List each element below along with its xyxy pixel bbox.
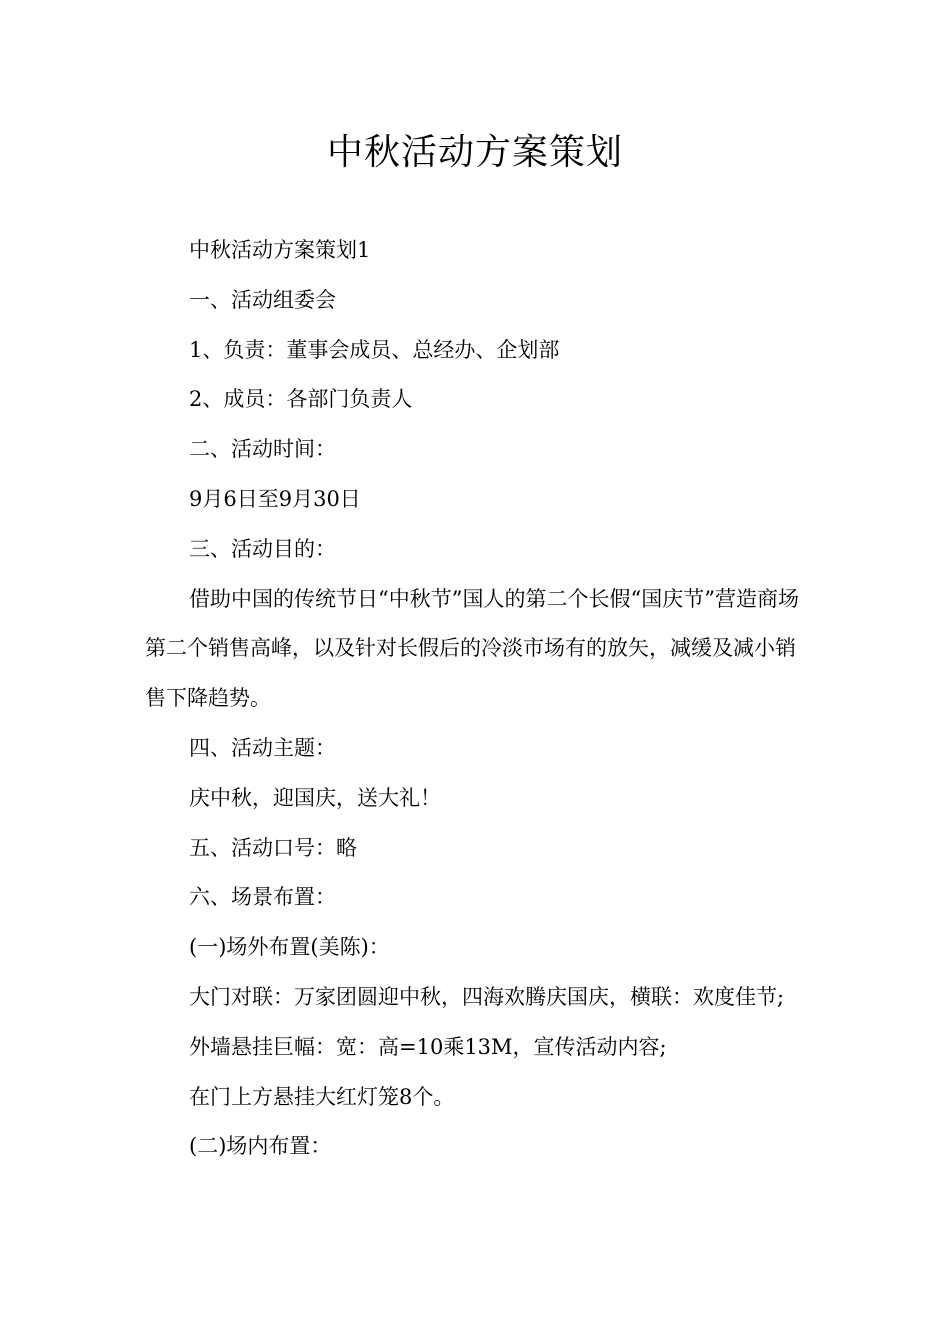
paragraph: 2、成员：各部门负责人: [189, 387, 413, 412]
paragraph: 中秋活动方案策划1: [189, 238, 371, 262]
section-heading: 四、活动主题：: [189, 735, 336, 760]
section-heading: 六、场景布置：: [189, 885, 336, 910]
paragraph: 在门上方悬挂大红灯笼8个。: [189, 1084, 455, 1109]
document-body: [145, 226, 810, 1172]
paragraph: 庆中秋，迎国庆，送大礼！: [189, 785, 441, 810]
section-heading: 五、活动口号：略: [189, 835, 357, 860]
subsection-heading: (一)场外布置(美陈)：: [189, 935, 390, 960]
section-heading: 三、活动目的：: [189, 536, 336, 561]
document-title: 中秋活动方案策划: [326, 132, 623, 173]
paragraph: 大门对联：万家团圆迎中秋，四海欢腾庆国庆，横联：欢度佳节;: [189, 984, 785, 1009]
section-heading: 一、活动组委会: [189, 287, 336, 312]
paragraph: 外墙悬挂巨幅：宽：高=10乘13M，宣传活动内容;: [189, 1034, 667, 1059]
paragraph: 9月6日至9月30日: [189, 486, 361, 511]
section-heading: 二、活动时间：: [189, 437, 336, 462]
paragraph: 1、负责：董事会成员、总经办、企划部: [189, 337, 560, 362]
subsection-heading: (二)场内布置：: [189, 1134, 332, 1159]
paragraph: 借助中国的传统节日“中秋节”国人的第二个长假“国庆节”营造商场第二个销售高峰，以及针对长假后的冷淡市场有的放矢，减缓及减小销售下降趋势。: [145, 586, 799, 711]
